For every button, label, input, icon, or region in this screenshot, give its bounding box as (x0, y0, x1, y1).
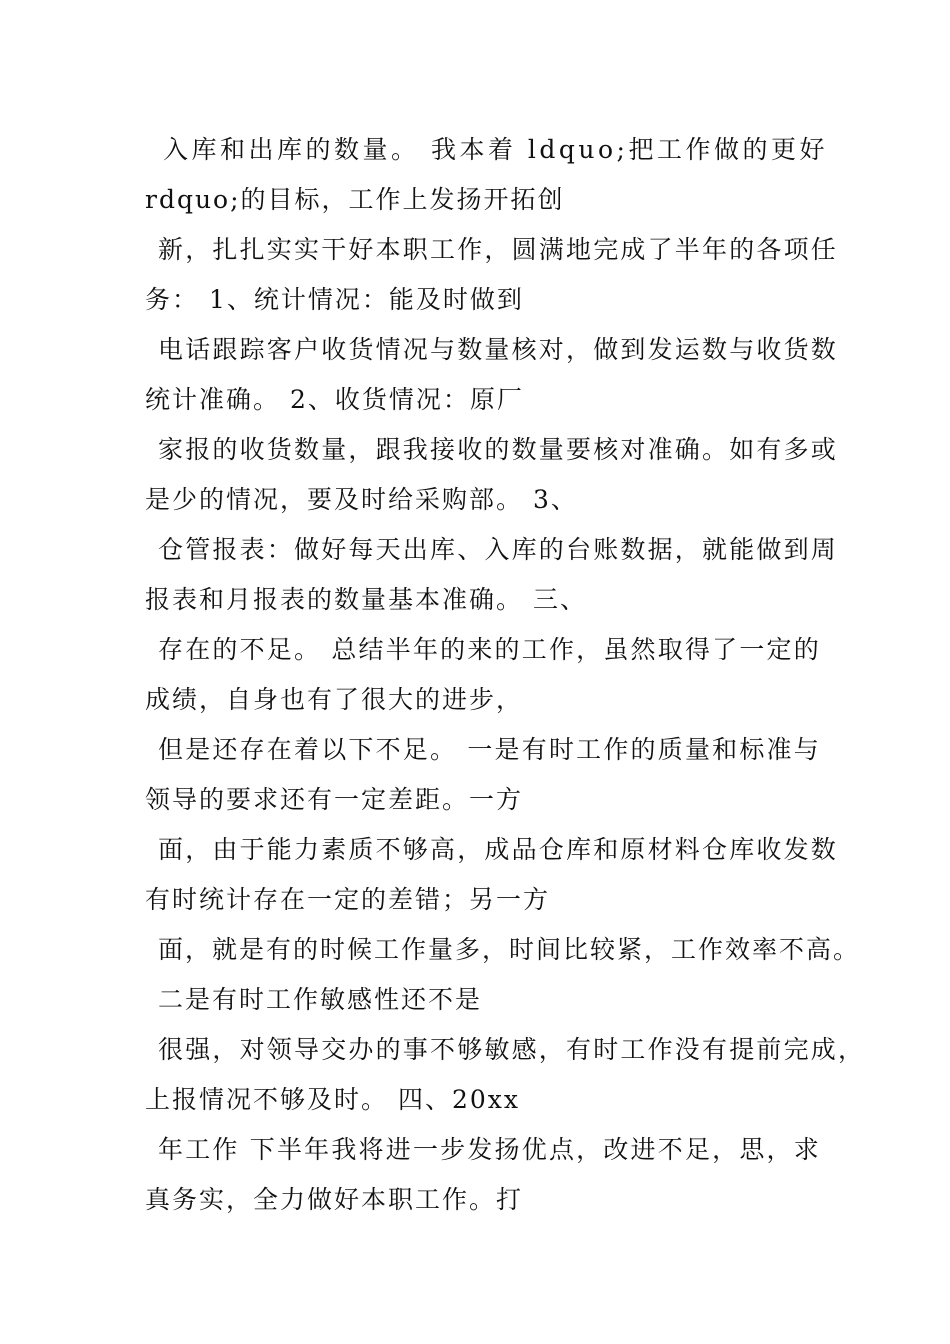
text-line: 面，由于能力素质不够高，成品仓库和原材料仓库收发数 (158, 835, 839, 864)
text-line: 面，就是有的时候工作量多，时间比较紧，工作效率不高。 (158, 935, 861, 964)
text-line: 家报的收货数量，跟我接收的数量要核对准确。如有多或 (158, 435, 839, 464)
text-line: 二是有时工作敏感性还不是 (158, 985, 483, 1014)
text-line: rdquo;的目标，工作上发扬开拓创 (145, 185, 565, 214)
text-line: 真务实，全力做好本职工作。打 (145, 1185, 524, 1214)
text-line: 统计准确。 2、收货情况：原厂 (145, 385, 524, 414)
text-line: 务： 1、统计情况：能及时做到 (145, 285, 524, 314)
text-line: 有时统计存在一定的差错；另一方 (145, 885, 551, 914)
text-line: 是少的情况，要及时给采购部。 3、 (145, 485, 578, 514)
text-line: 上报情况不够及时。 四、20xx (145, 1085, 520, 1114)
text-line: 存在的不足。 总结半年的来的工作，虽然取得了一定的 (158, 635, 821, 664)
text-line: 报表和月报表的数量基本准确。 三、 (145, 585, 587, 614)
text-line: 新，扎扎实实干好本职工作，圆满地完成了半年的各项任 (158, 235, 839, 264)
text-line: 很强，对领导交办的事不够敏感，有时工作没有提前完成， (158, 1035, 866, 1064)
text-line: 领导的要求还有一定差距。一方 (145, 785, 524, 814)
text-line: 但是还存在着以下不足。 一是有时工作的质量和标准与 (158, 735, 821, 764)
text-line: 电话跟踪客户收货情况与数量核对，做到发运数与收货数 (158, 335, 839, 364)
text-line: 入库和出库的数量。 我本着 ldquo;把工作做的更好 (163, 135, 828, 164)
text-line: 成绩，自身也有了很大的进步， (145, 685, 524, 714)
text-line: 仓管报表：做好每天出库、入库的台账数据，就能做到周 (158, 535, 839, 564)
text-line: 年工作 下半年我将进一步发扬优点，改进不足，思，求 (158, 1135, 821, 1164)
